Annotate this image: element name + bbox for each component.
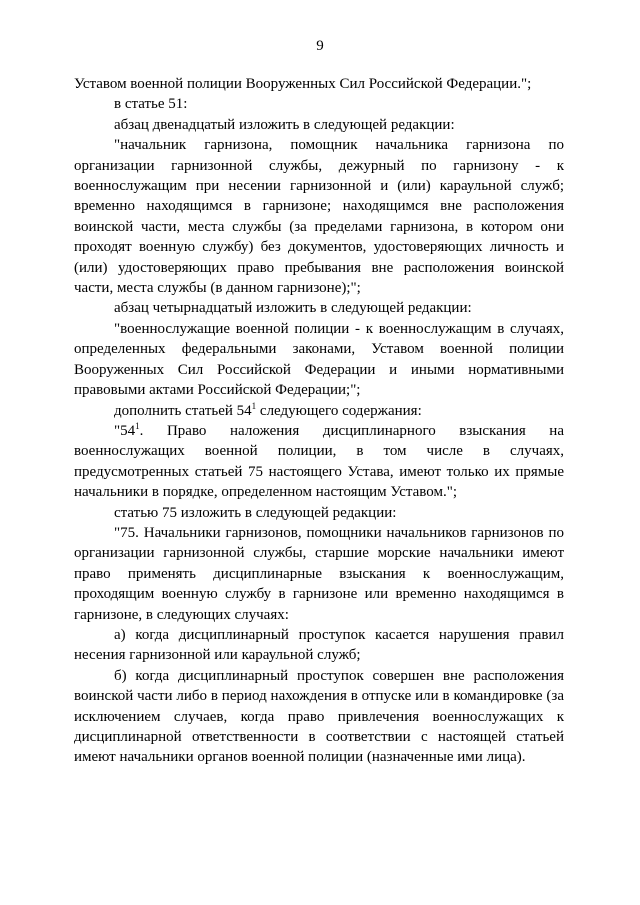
text-after-sup: следующего содержания: — [256, 402, 422, 419]
paragraph-article-51: в статье 51: — [114, 96, 188, 113]
paragraph-para-12-intro: абзац двенадцатый изложить в следующей редакции: — [114, 116, 455, 133]
paragraph-garrison-chief: "начальник гарнизона, помощник начальника гарнизона по организации гарнизонной службы, дежурный по гарнизону - к военнослужащим при несении гарнизонной и (или) караульной служб; временно находящимся в гарнизоне; находящимся вне расположения воинской части, места службы (за пределами гарнизона, в котором они проходят военную службу) без документов, удостоверяющих личность и (или) удостоверяющих право пребывания вне расположения воинской части, места службы (в данном гарнизоне);"; — [74, 137, 564, 297]
paragraph-military-police: "военнослужащие военной полиции - к военнослужащим в случаях, определенных федеральными законами, Уставом военной полиции Вооруженных Сил Российской Федерации и иными нормативными правовыми актами Российской Федерации;"; — [74, 320, 564, 399]
page-number: 9 — [316, 38, 324, 54]
superscript: 1 — [135, 420, 140, 431]
paragraph-case-a: а) когда дисциплинарный проступок касается нарушения правил несения гарнизонной или караульной служб; — [74, 626, 564, 664]
paragraph-article-54-1 — [74, 421, 564, 503]
document-body — [74, 74, 564, 768]
paragraph-case-b: б) когда дисциплинарный проступок совершен вне расположения воинской части либо в период нахождения в отпуске или в командировке (за исключением случаев, когда право привлечения военнослужащих к дисциплинарной ответственности в соответствии с настоящей статьей имеют начальники органов военной полиции (назначенные ими лица). — [74, 667, 564, 766]
paragraph-para-14-intro: абзац четырнадцатый изложить в следующей редакции: — [114, 300, 472, 317]
text-before-sup: дополнить статьей 54 — [114, 402, 252, 419]
superscript: 1 — [251, 400, 257, 411]
paragraph-continuation: Уставом военной полиции Вооруженных Сил Российской Федерации."; — [74, 76, 532, 92]
paragraph-article-75: "75. Начальники гарнизонов, помощники начальников гарнизонов по организации гарнизонной службы, старшие морские начальники имеют право применять дисциплинарные взыскания к военнослужащим, проходящим военную службу в гарнизоне или временно находящимся в гарнизоне, в следующих случаях: — [74, 524, 564, 623]
paragraph-add-article-54-1 — [74, 401, 564, 421]
text-before-sup: "54 — [114, 422, 136, 439]
text-after-sup: . Право наложения дисциплинарного взыскания на военнослужащих военной полиции, в том числе в случаях, предусмотренных статьей 75 настоящего Устава, имеют только их прямые начальники в порядке, определенном настоящим Уставом."; — [74, 422, 564, 501]
paragraph-article-75-intro: статью 75 изложить в следующей редакции: — [114, 504, 397, 521]
